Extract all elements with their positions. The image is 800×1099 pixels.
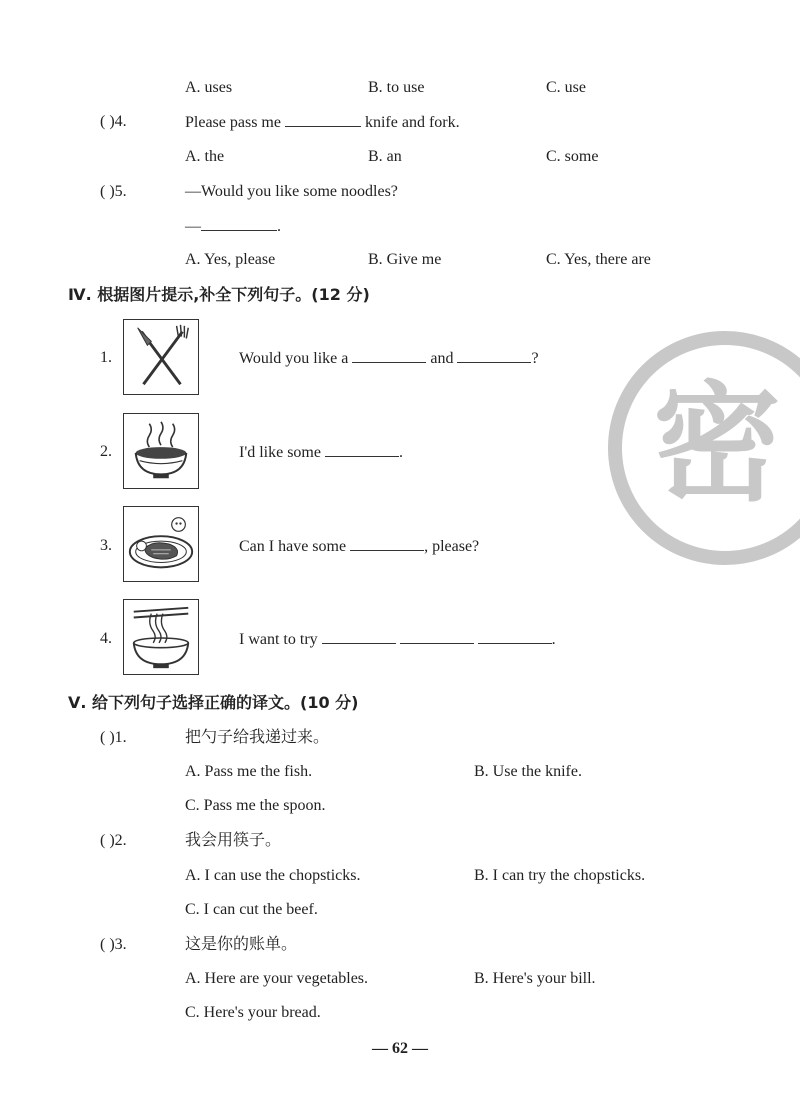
q4-option-b: B. an [368,148,402,165]
s5-q1-option-b: B. Use the knife. [474,763,582,780]
s4-item1-end: ? [531,350,539,367]
q3-option-b: B. to use [368,79,425,96]
knife-and-fork-icon [123,319,199,395]
q4-blank[interactable] [285,112,361,127]
s4-item2-sentence [239,442,403,463]
q5-answer-paren[interactable]: ( )5. [100,183,127,200]
s4-item1-blank2[interactable] [457,348,531,363]
confidential-seal [605,328,800,568]
s4-item2-blank[interactable] [325,442,399,457]
s5-q1-option-c: C. Pass me the spoon. [185,797,326,814]
s4-item1-sentence [239,348,539,369]
s4-item3-end: , please? [424,538,480,555]
beef-plate-icon [123,506,199,582]
s4-item1-blank1[interactable] [352,348,426,363]
s4-item3-before: Can I have some [239,538,347,555]
s4-item3-sentence [239,536,479,557]
q4-option-c: C. some [546,148,599,165]
s4-item4-number: 4. [100,630,112,647]
s5-q3-option-c: C. Here's your bread. [185,1004,321,1021]
q5-blank[interactable] [201,216,277,231]
s5-q2-option-c: C. I can cut the beef. [185,901,318,918]
page-number: — 62 — [372,1040,428,1057]
s4-item4-blank1[interactable] [322,629,396,644]
q4-option-a: A. the [185,148,225,165]
s4-item4-blank2[interactable] [400,629,474,644]
q5-stem: —Would you like some noodles? [185,183,398,200]
s4-item3-blank[interactable] [350,536,424,551]
section5-title: Ⅴ. 给下列句子选择正确的译文。(10 分) [68,693,359,712]
s4-item4-sentence [239,629,556,650]
seal-character: 密 [652,370,782,519]
s5-q3-option-b: B. Here's your bill. [474,970,596,987]
s4-item1-mid: and [430,350,454,367]
s4-item2-end: . [398,444,403,461]
s5-q2-text: 我会用筷子。 [185,832,282,849]
soup-bowl-icon [123,413,199,489]
q4-stem-before: Please pass me [185,114,281,131]
s4-item4-blank3[interactable] [478,629,552,644]
q3-option-c: C. use [546,79,586,96]
s4-item3-number: 3. [100,537,112,554]
q5-option-c: C. Yes, there are [546,251,651,268]
s4-item2-number: 2. [100,443,112,460]
q5-reply-end: . [277,218,281,235]
q5-option-b: B. Give me [368,251,442,268]
s4-item1-number: 1. [100,349,112,366]
s4-item1-before: Would you like a [239,350,349,367]
s5-q2-option-b: B. I can try the chopsticks. [474,867,646,884]
s4-item4-end: . [551,631,556,648]
s5-q1-option-a: A. Pass me the fish. [185,763,313,780]
s4-item2-before: I'd like some [239,444,321,461]
s5-q2-option-a: A. I can use the chopsticks. [185,867,361,884]
s5-q1-answer-paren[interactable]: ( )1. [100,729,127,746]
s5-q1-text: 把勺子给我递过来。 [185,729,330,746]
q4-answer-paren[interactable]: ( )4. [100,113,127,130]
s4-item4-before: I want to try [239,631,318,648]
section4-title: Ⅳ. 根据图片提示,补全下列句子。(12 分) [68,285,370,304]
q4-stem-after: knife and fork. [364,114,460,131]
q5-reply [185,216,281,237]
s5-q3-option-a: A. Here are your vegetables. [185,970,369,987]
q3-option-a: A. uses [185,79,233,96]
s5-q2-answer-paren[interactable]: ( )2. [100,832,127,849]
noodles-chopsticks-icon [123,599,199,675]
q5-option-a: A. Yes, please [185,251,276,268]
s5-q3-text: 这是你的账单。 [185,936,298,953]
q5-reply-dash: — [185,218,201,235]
s5-q3-answer-paren[interactable]: ( )3. [100,936,127,953]
q4-stem [185,112,460,133]
